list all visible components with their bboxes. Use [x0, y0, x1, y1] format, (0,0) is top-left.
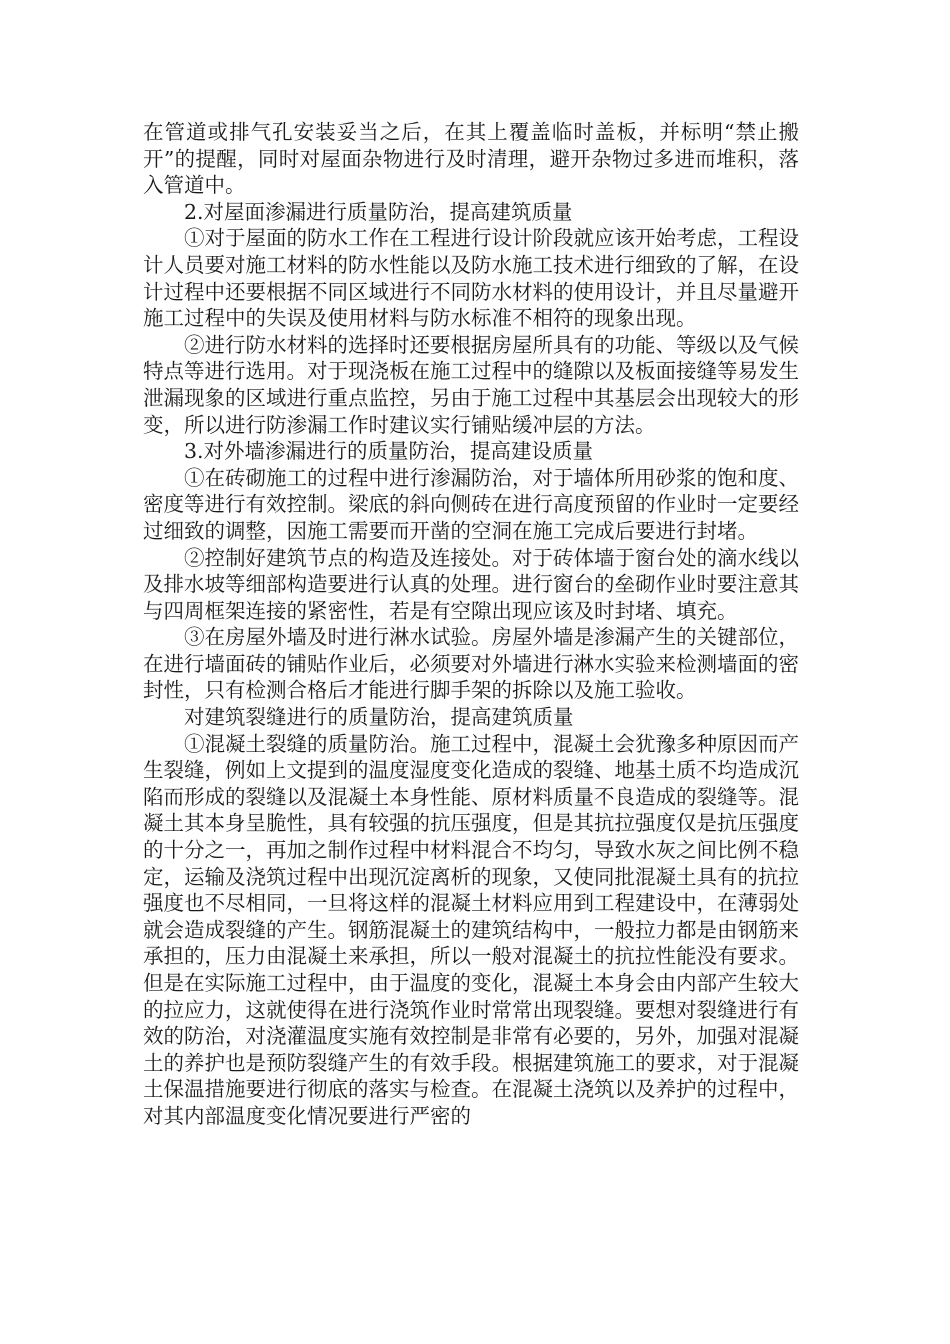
paragraph-concrete-cracks: ①混凝土裂缝的质量防治。施工过程中，混凝土会犹豫多种原因而产生裂缝，例如上文提到的温度湿度变化造成的裂缝、地基土质不均造成沉陷而形成的裂缝以及混凝土本身性能、原材料质量不良造成的裂缝等。混凝土其本身呈脆性，具有较强的抗压强度，但是其抗拉强度仅是抗压强度的十分之一，再加之制作过程中材料混合不均匀，导致水灰之间比例不稳定，运输及浇筑过程中出现沉淀离析的现象，又使同批混凝土具有的抗拉强度也不尽相同，一旦将这样的混凝土材料应用到工程建设中，在薄弱处就会造成裂缝的产生。钢筋混凝土的建筑结构中，一般拉力都是由钢筋来承担的，压力由混凝土来承担，所以一般对混凝土的抗拉性能没有要求。但是在实际施工过程中，由于温度的变化，混凝土本身会由内部产生较大的拉应力，这就使得在进行浇筑作业时常常出现裂缝。要想对裂缝进行有效的防治，对浇灌温度实施有效控制是非常有必要的，另外，加强对混凝土的养护也是预防裂缝产生的有效手段。根据建筑施工的要求，对于混凝土保温措施要进行彻底的落实与检查。在混凝土浇筑以及养护的过程中，对其内部温度变化情况要进行严密的 — [143, 731, 799, 1128]
paragraph-brick-masonry: ①在砖砌施工的过程中进行渗漏防治，对于墙体所用砂浆的饱和度、密度等进行有效控制。梁底的斜向侧砖在进行高度预留的作业时一定要经过细致的调整，因施工需要而开凿的空洞在施工完成后要进行封堵。 — [143, 465, 799, 543]
heading-wall-leakage: 3.对外墙渗漏进行的质量防治，提高建设质量 — [184, 439, 594, 464]
heading-roof-leakage: 2.对屋面渗漏进行质量防治，提高建筑质量 — [184, 199, 573, 224]
paragraph-roof-design: ①对于屋面的防水工作在工程进行设计阶段就应该开始考虑，工程设计人员要对施工材料的防水性能以及防水施工技术进行细致的了解，在设计过程中还要根据不同区域进行不同防水材料的使用设计，并且尽量避开施工过程中的失误及使用材料与防水标准不相符的现象出现。 — [143, 226, 799, 331]
document-body — [143, 119, 799, 1130]
paragraph-water-test: ③在房屋外墙及时进行淋水试验。房屋外墙是渗漏产生的关键部位，在进行墙面砖的铺贴作业后，必须要对外墙进行淋水实验来检测墙面的密封性，只有检测合格后才能进行脚手架的拆除以及施工验收。 — [143, 625, 799, 703]
paragraph-building-nodes: ②控制好建筑节点的构造及连接处。对于砖体墙于窗台处的滴水线以及排水坡等细部构造要进行认真的处理。进行窗台的垒砌作业时要注意其与四周框架连接的紧密性，若是有空隙出现应该及时封堵、填充。 — [143, 545, 799, 623]
paragraph-waterproof-material: ②进行防水材料的选择时还要根据房屋所具有的功能、等级以及气候特点等进行选用。对于现浇板在施工过程中的缝隙以及板面接缝等易发生泄漏现象的区域进行重点监控，另由于施工过程中其基层会出现较大的形变，所以进行防渗漏工作时建议实行铺贴缓冲层的方法。 — [143, 332, 799, 437]
paragraph-pipe-cover: 在管道或排气孔安装妥当之后，在其上覆盖临时盖板，并标明“禁止搬开”的提醒，同时对屋面杂物进行及时清理，避开杂物过多进而堆积，落入管道中。 — [143, 120, 799, 198]
heading-cracks: 对建筑裂缝进行的质量防治，提高建筑质量 — [184, 705, 574, 730]
